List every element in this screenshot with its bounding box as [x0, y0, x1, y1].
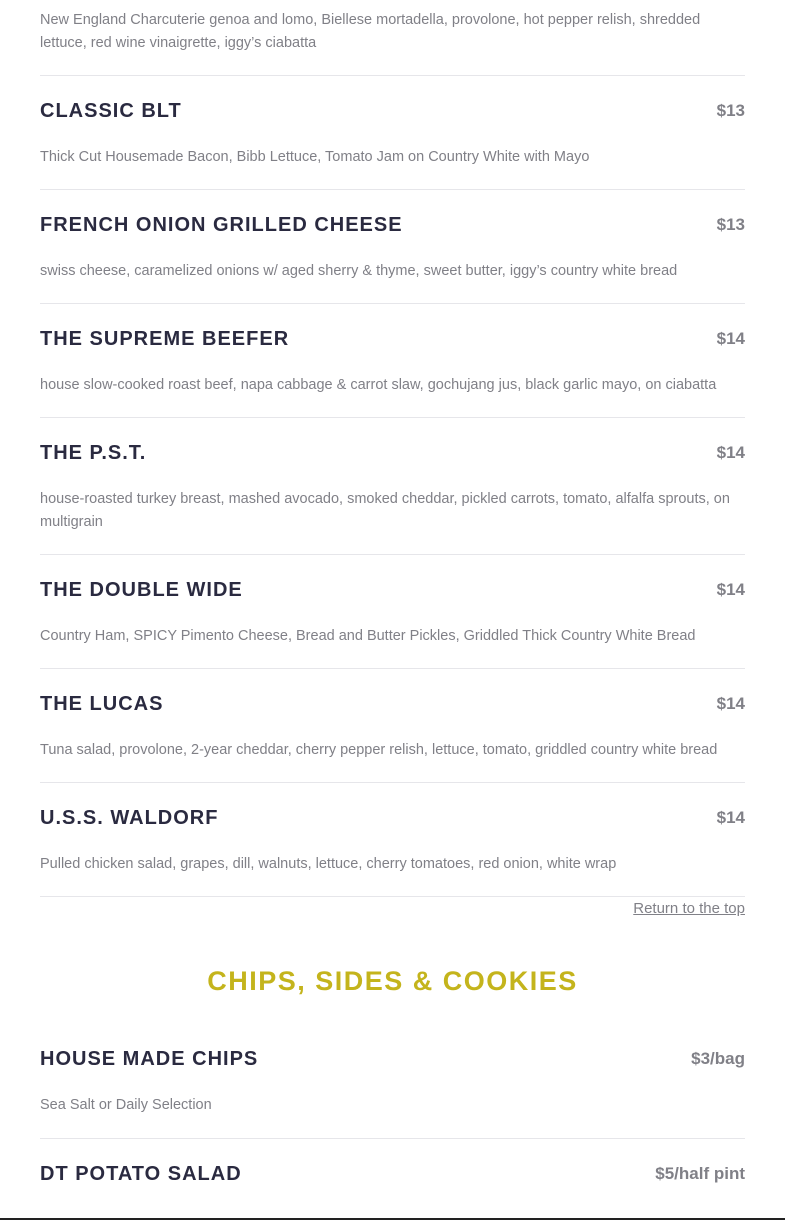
menu-item-pst [40, 417, 745, 530]
item-price: $13 [716, 215, 745, 234]
item-price: $14 [716, 580, 745, 599]
item-name: FRENCH ONION GRILLED CHEESE [40, 214, 403, 236]
item-name: CLASSIC BLT [40, 100, 182, 122]
item-description: New England Charcuterie genoa and lomo, Biellese mortadella, provolone, hot pepper relish, shredded lettuce, red wine vinaigrette, iggy’s ciabatta [40, 12, 701, 51]
item-price: $14 [716, 694, 745, 713]
item-name: THE DOUBLE WIDE [40, 579, 243, 601]
item-description: Thick Cut Housemade Bacon, Bibb Lettuce, Tomato Jam on Country White with Mayo [40, 149, 590, 165]
item-description: house slow-cooked roast beef, napa cabbage & carrot slaw, gochujang jus, black garlic mayo, on ciabatta [40, 377, 717, 393]
item-price: $3/bag [691, 1049, 745, 1068]
menu-item-classic-blt [40, 75, 745, 165]
item-name: DT POTATO SALAD [40, 1163, 242, 1185]
item-name: THE P.S.T. [40, 442, 147, 464]
item-name: THE LUCAS [40, 693, 164, 715]
item-description: Tuna salad, provolone, 2-year cheddar, cherry pepper relish, lettuce, tomato, griddled country white bread [40, 742, 718, 758]
item-price: $14 [716, 329, 745, 348]
item-name: U.S.S. WALDORF [40, 807, 219, 829]
item-price: $14 [716, 808, 745, 827]
menu-item-dt-potato-salad [40, 1138, 745, 1185]
item-description: house-roasted turkey breast, mashed avocado, smoked cheddar, pickled carrots, tomato, alfalfa sprouts, on multigrain [40, 491, 730, 530]
item-price: $5/half pint [655, 1164, 745, 1183]
item-name: HOUSE MADE CHIPS [40, 1048, 259, 1070]
menu-item-lucas [40, 668, 745, 758]
menu-item-double-wide [40, 554, 745, 644]
menu-item-french-onion-grilled-cheese [40, 189, 745, 279]
item-price: $14 [716, 443, 745, 462]
divider [40, 896, 745, 897]
item-name: THE SUPREME BEEFER [40, 328, 290, 350]
item-description: Country Ham, SPICY Pimento Cheese, Bread and Butter Pickles, Griddled Thick Country White Bread [40, 628, 696, 644]
item-description: swiss cheese, caramelized onions w/ aged sherry & thyme, sweet butter, iggy’s country white bread [40, 263, 678, 279]
item-description: Sea Salt or Daily Selection [40, 1097, 212, 1113]
menu-item-uss-waldorf [40, 782, 745, 872]
item-description: Pulled chicken salad, grapes, dill, walnuts, lettuce, cherry tomatoes, red onion, white wrap [40, 856, 617, 872]
section-title: CHIPS, SIDES & COOKIES [207, 966, 578, 996]
item-price: $13 [716, 101, 745, 120]
menu-item-supreme-beefer [40, 303, 745, 393]
return-to-top-link[interactable]: Return to the top [633, 900, 745, 917]
